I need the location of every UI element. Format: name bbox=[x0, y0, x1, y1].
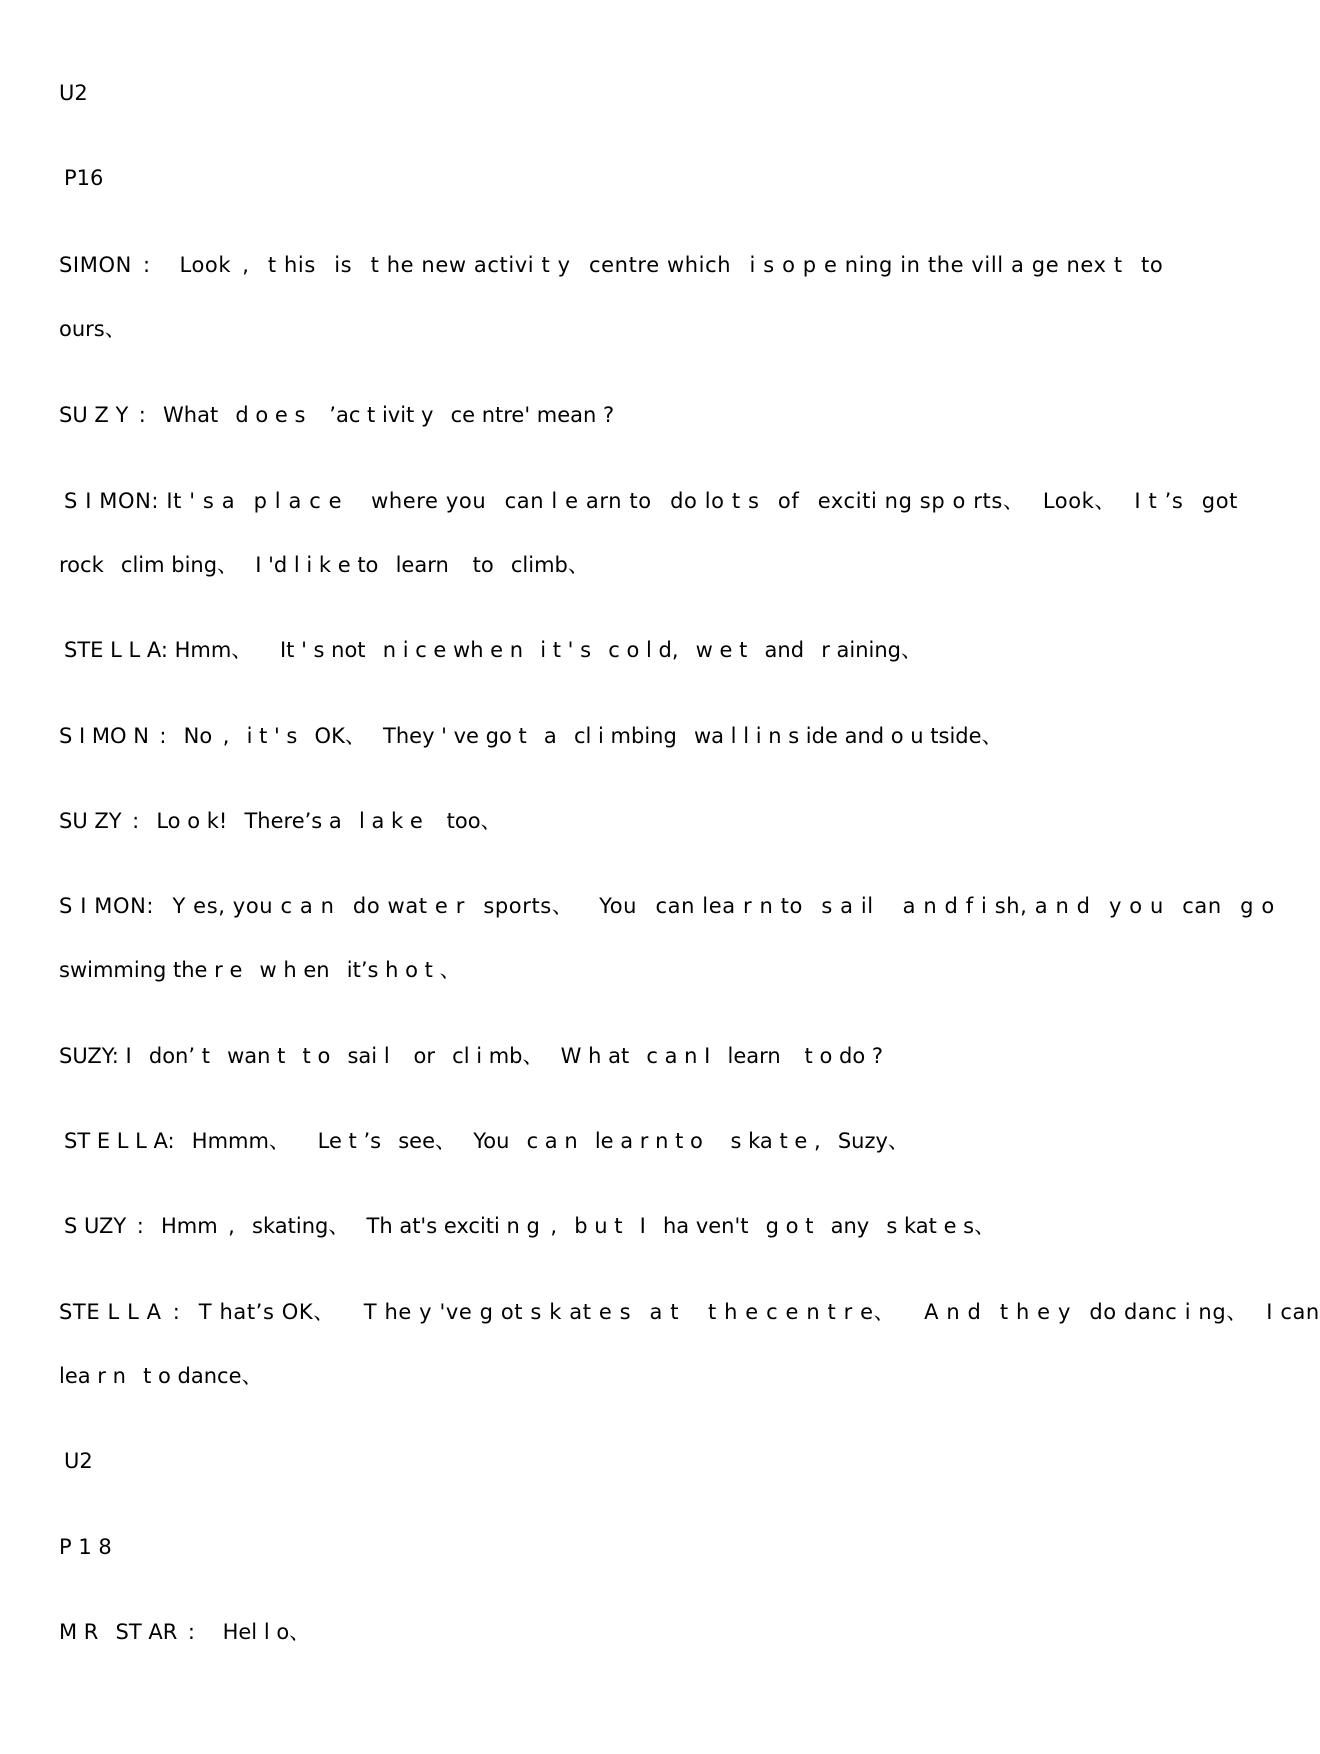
page-reference: P 1 8 bbox=[59, 1535, 112, 1559]
dialogue-line: STE L L A : T hat’s OK、 T he y 've g ot s k at e s a t t h e c e n t r e、 A n d t h e y do danc i ng、 I can bbox=[59, 1300, 1320, 1324]
dialogue-line: S I MON: Y es, you c a n do wat e r sports、 You can lea r n to s a il a n d f i sh, a n d y o u can g o bbox=[59, 894, 1275, 918]
dialogue-line: M R ST AR : Hel l o、 bbox=[59, 1620, 311, 1644]
unit-heading: U2 bbox=[59, 81, 88, 105]
unit-heading: U2 bbox=[64, 1449, 93, 1473]
dialogue-line: S I MO N : No , i t ' s OK、 They ' ve go t a cl i mbing wa l l i n s ide and o u tside、 bbox=[59, 724, 1003, 748]
page-reference: P16 bbox=[64, 166, 104, 190]
dialogue-line: ST E L L A: Hmmm、 Le t ’s see、 You c a n le a r n t o s ka t e , Suzy、 bbox=[64, 1129, 909, 1153]
dialogue-line: S UZY : Hmm , skating、 Th at's exciti n g , b u t I ha ven't g o t any s kat e s、 bbox=[64, 1214, 996, 1238]
dialogue-line: rock clim bing、 I 'd l i k e to learn to climb、 bbox=[59, 553, 589, 577]
dialogue-line: swimming the r e w h en it’s h o t 、 bbox=[59, 958, 461, 982]
dialogue-line: S I MON: It ' s a p l a c e where you can l e arn to do lo t s of exciti ng sp o rts、 Look、 I t ’s got bbox=[64, 489, 1238, 513]
dialogue-line: lea r n t o dance、 bbox=[59, 1364, 263, 1388]
dialogue-line: SU ZY : Lo o k! There’s a l a k e too、 bbox=[59, 809, 502, 833]
dialogue-line: SUZY: I don’ t wan t t o sai l or cl i mb、 W h at c a n I learn t o do ? bbox=[59, 1044, 883, 1068]
dialogue-line: ours、 bbox=[59, 317, 126, 341]
dialogue-line: SU Z Y : What d o e s ’ac t ivit y ce ntre' mean ? bbox=[59, 403, 615, 427]
dialogue-line: SIMON : Look , t his is t he new activi t y centre which i s o p e ning in the vill a ge nex t to bbox=[59, 253, 1164, 277]
dialogue-line: STE L L A: Hmm、 It ' s not n i c e wh e n i t ' s c o l d, w e t and r aining、 bbox=[64, 638, 923, 662]
